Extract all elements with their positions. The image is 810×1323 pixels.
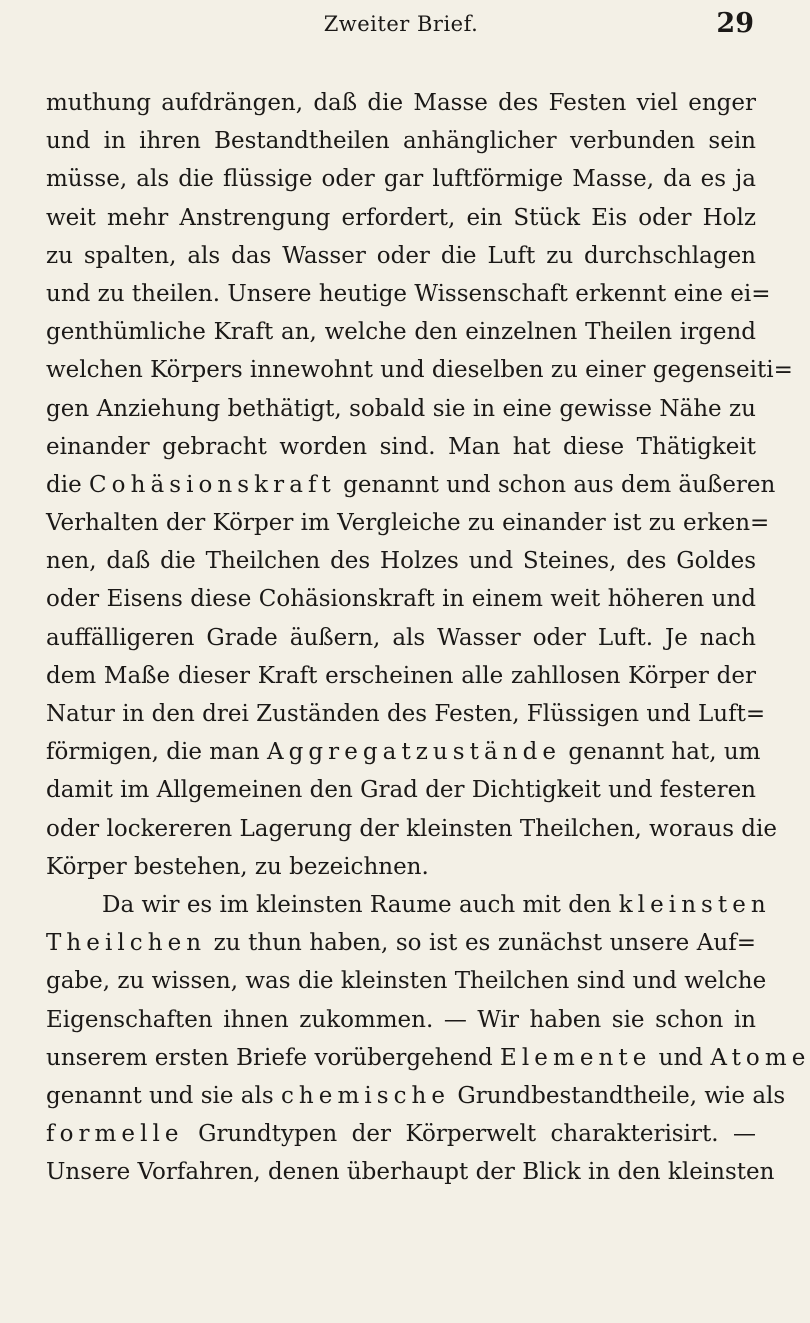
running-head — [46, 0, 756, 56]
running-title: Zweiter Brief. — [323, 12, 479, 36]
emphasized-term: chemische — [280, 1082, 451, 1109]
text-segment: und zu theilen. Unsere heutige Wissenschaft erkennt eine ei= — [46, 280, 771, 307]
text-segment: genannt und schon aus dem äußeren — [335, 471, 776, 498]
emphasized-term: formelle — [46, 1121, 184, 1148]
text-segment: muthung aufdrängen, daß die Masse des Festen viel enger — [46, 90, 756, 116]
text-line — [46, 886, 771, 924]
text-line — [46, 771, 756, 809]
text-line — [46, 1153, 775, 1191]
text-segment: weit mehr Anstrengung erfordert, ein Stück Eis oder Holz — [46, 204, 756, 231]
emphasized-term: Aggregatzustände — [266, 739, 562, 766]
text-segment: Natur in den drei Zuständen des Festen, Flüssigen und Luft= — [46, 701, 766, 727]
text-line — [46, 810, 778, 848]
text-segment: Unsere Vorfahren, denen überhaupt der Blick in den kleinsten — [46, 1159, 775, 1186]
text-line — [46, 962, 767, 1000]
text-segment: oder Eisens diese Cohäsionskraft in einem weit höheren und — [46, 586, 756, 613]
text-segment: Verhalten der Körper im Vergleiche zu einander ist zu erken= — [46, 510, 770, 537]
text-segment: Grundbestandtheile, wie als — [450, 1082, 786, 1109]
text-line — [46, 580, 756, 618]
text-segment: genannt hat, um — [561, 739, 761, 766]
emphasized-term: Elemente — [500, 1044, 652, 1071]
text-segment: und — [651, 1044, 711, 1071]
body-text — [46, 84, 810, 1191]
text-line — [46, 122, 756, 160]
text-segment: nen, daß die Theilchen des Holzes und Steines, des Goldes — [46, 548, 756, 575]
text-segment: oder lockereren Lagerung der kleinsten Theilchen, woraus die — [46, 815, 778, 842]
text-line — [46, 657, 756, 695]
text-line — [46, 504, 770, 542]
text-segment: müsse, als die flüssige oder gar luftförmige Masse, da es ja — [46, 166, 756, 193]
text-segment: dem Maße dieser Kraft erscheinen alle zahllosen Körper der — [46, 662, 756, 689]
text-segment: auffälligeren Grade äußern, als Wasser oder Luft. Je nach — [46, 624, 756, 651]
text-segment: gabe, zu wissen, was die kleinsten Theilchen sind und welche — [46, 968, 767, 995]
text-line — [46, 390, 756, 428]
page-number: 29 — [716, 8, 754, 39]
text-segment: einander gebracht worden sind. Man hat diese Thätigkeit — [46, 433, 756, 460]
text-line — [46, 733, 761, 771]
text-segment: genthümliche Kraft an, welche den einzelnen Theilen irgend — [46, 319, 756, 346]
emphasized-term: Theilchen — [46, 930, 207, 957]
text-segment: damit im Allgemeinen den Grad der Dichtigkeit und festeren — [46, 777, 756, 804]
text-segment: förmigen, die man — [46, 739, 267, 766]
emphasized-term: kleinsten — [618, 891, 771, 918]
text-segment: unserem ersten Briefe vorübergehend — [46, 1044, 501, 1071]
text-line — [46, 199, 756, 237]
text-segment: die — [46, 471, 90, 498]
text-line — [46, 84, 756, 122]
emphasized-term: Cohäsionskraft — [89, 471, 336, 498]
text-segment: Eigenschaften ihnen zukommen. — Wir haben sie schon in — [46, 1006, 756, 1033]
text-line — [46, 1115, 756, 1153]
text-line — [46, 160, 756, 198]
text-segment: zu spalten, als das Wasser oder die Luft zu durchschlagen — [46, 242, 756, 269]
text-segment: Grundtypen der Körperwelt charakterisirt. — — [183, 1121, 756, 1148]
text-segment: zu thun haben, so ist es zunächst unsere Auf= — [206, 930, 756, 957]
text-segment: welchen Körpers innewohnt und dieselben zu einer gegenseiti= — [46, 357, 793, 384]
text-line — [46, 275, 771, 313]
text-segment: gen Anziehung bethätigt, sobald sie in eine gewisse Nähe zu — [46, 395, 756, 422]
text-line — [46, 619, 756, 657]
text-line — [46, 542, 756, 580]
text-segment: Da wir es im kleinsten Raume auch mit den — [102, 891, 619, 918]
emphasized-term: Atome — [710, 1044, 810, 1071]
text-line — [46, 466, 776, 504]
text-line — [46, 1001, 756, 1039]
text-segment: und in ihren Bestandtheilen anhänglicher verbunden sein — [46, 128, 756, 155]
text-line — [46, 237, 756, 275]
text-line — [46, 313, 756, 351]
text-line — [46, 924, 756, 962]
text-line — [46, 848, 756, 886]
text-line — [46, 1077, 786, 1115]
text-line — [46, 695, 766, 733]
text-line — [46, 1039, 810, 1077]
text-segment: Körper bestehen, zu bezeichnen. — [46, 853, 429, 880]
text-line — [46, 351, 793, 389]
text-segment: genannt und sie als — [46, 1082, 281, 1109]
text-line — [46, 428, 756, 466]
